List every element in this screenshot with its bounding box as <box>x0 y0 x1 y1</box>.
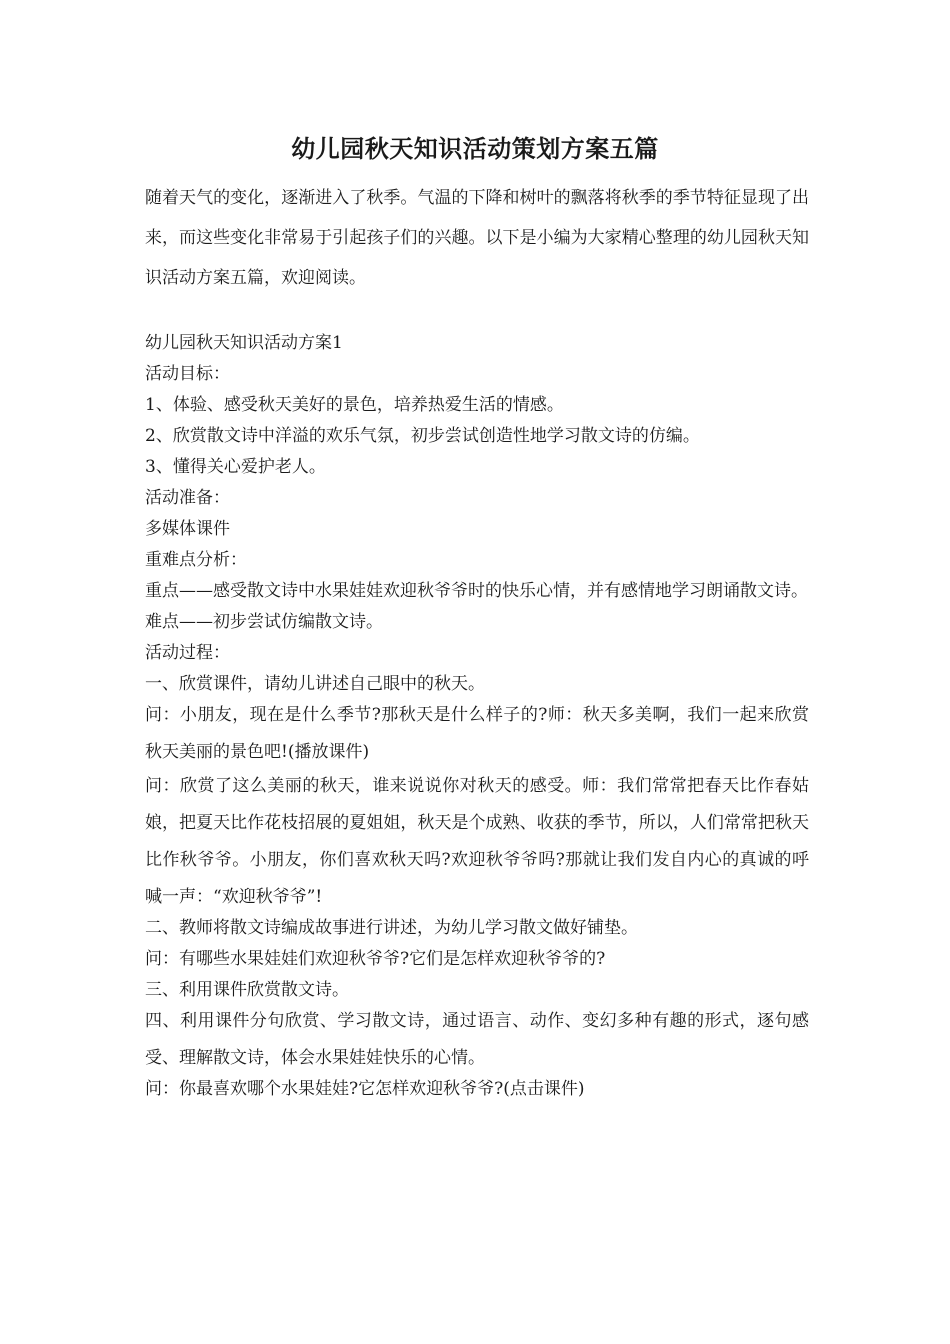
paragraph: 活动过程： <box>145 643 230 663</box>
paragraph: 问：小朋友，现在是什么季节?那秋天是什么样子的?师：秋天多美啊，我们一起来欣赏秋天美丽的景色吧!(播放课件) <box>145 705 809 762</box>
paragraph: 难点——初步尝试仿编散文诗。 <box>145 612 383 632</box>
paragraph: 3、懂得关心爱护老人。 <box>145 457 326 477</box>
paragraph: 二、教师将散文诗编成故事进行讲述，为幼儿学习散文做好铺垫。 <box>145 918 638 938</box>
paragraph: 一、欣赏课件，请幼儿讲述自己眼中的秋天。 <box>145 674 485 694</box>
document-body <box>145 328 809 1105</box>
paragraph: 三、利用课件欣赏散文诗。 <box>145 980 349 1000</box>
paragraph: 活动准备： <box>145 488 230 508</box>
intro-paragraph: 随着天气的变化，逐渐进入了秋季。气温的下降和树叶的飘落将秋季的季节特征显现了出来，而这些变化非常易于引起孩子们的兴趣。以下是小编为大家精心整理的幼儿园秋天知识活动方案五篇，欢迎阅读。 <box>145 188 809 288</box>
paragraph: 1、体验、感受秋天美好的景色，培养热爱生活的情感。 <box>145 395 564 415</box>
paragraph: 问：欣赏了这么美丽的秋天，谁来说说你对秋天的感受。师：我们常常把春天比作春姑娘，把夏天比作花枝招展的夏姐姐，秋天是个成熟、收获的季节，所以，人们常常把秋天比作秋爷爷。小朋友，你们喜欢秋天吗?欢迎秋爷爷吗?那就让我们发自内心的真诚的呼喊一声：“欢迎秋爷爷”! <box>145 776 809 907</box>
paragraph: 重难点分析： <box>145 550 247 570</box>
document-title: 幼儿园秋天知识活动策划方案五篇 <box>291 134 659 163</box>
paragraph: 问：有哪些水果娃娃们欢迎秋爷爷?它们是怎样欢迎秋爷爷的? <box>145 949 606 969</box>
paragraph: 问：你最喜欢哪个水果娃娃?它怎样欢迎秋爷爷?(点击课件) <box>145 1079 585 1099</box>
paragraph: 活动目标： <box>145 364 230 384</box>
section-heading: 幼儿园秋天知识活动方案1 <box>145 333 343 353</box>
paragraph: 多媒体课件 <box>145 519 230 539</box>
paragraph: 重点——感受散文诗中水果娃娃欢迎秋爷爷时的快乐心情，并有感情地学习朗诵散文诗。 <box>145 581 808 601</box>
paragraph: 四、利用课件分句欣赏、学习散文诗，通过语言、动作、变幻多种有趣的形式，逐句感受、理解散文诗，体会水果娃娃快乐的心情。 <box>145 1011 809 1068</box>
paragraph: 2、欣赏散文诗中洋溢的欢乐气氛，初步尝试创造性地学习散文诗的仿编。 <box>145 426 700 446</box>
